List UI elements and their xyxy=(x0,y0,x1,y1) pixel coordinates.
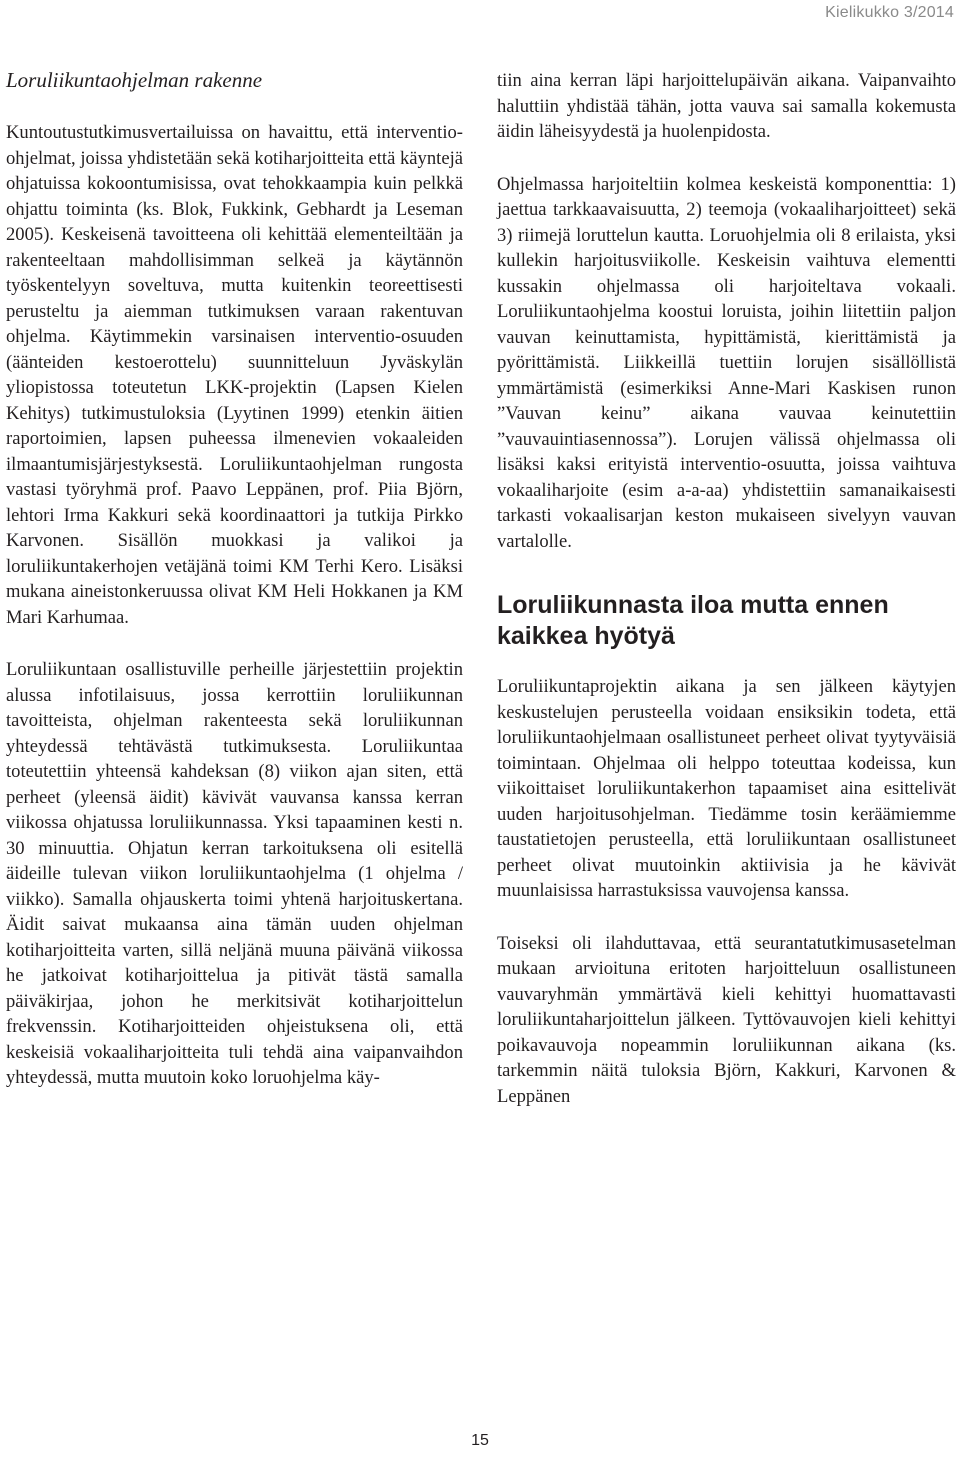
left-column xyxy=(6,68,463,1091)
body-paragraph: Kuntoutustutkimusvertailuissa on havaittu, että interventio-ohjelmat, joissa yhdistetään sekä kotiharjoitteita että käyntejä ohjatuissa kokoontumisissa, ovat tehokkaampia kuin pelkkä ohjattu toiminta (ks. Blok, Fukkink, Gebhardt ja Leseman 2005). Keskeisenä tavoitteena oli kehittää elementeiltään ja rakenteeltaan mahdollisimman selkeä ja käytännön työskentelyyn soveltuva, mutta kuitenkin teoreettisesti perusteltu ja aiemman tutkimuksen varaan rakentuvan ohjelma. Käytimmekin varsinaisen interventio-osuuden (äänteiden kestoerottelu) suunnitteluun Jyväskylän yliopistossa toteutetun LKK-projektin (Lapsen Kielen Kehitys) tutkimustuloksia (Lyytinen 1999) etenkin äitien raportoimien, lapsen puheessa ilmenevien vokaaleiden ilmaantumisjärjestyksestä. Loruliikuntaohjelman rungosta vastasi työryhmä prof. Paavo Leppänen, prof. Piia Björn, lehtori Irma Kakkuri sekä koordinaattori ja tutkija Pirkko Karvonen. Sisällön muokkasi ja valikoi ja loruliikuntakerhojen vetäjänä toimi KM Terhi Kero. Lisäksi mukana aineistonkeruussa olivat KM Heli Hokkanen ja KM Mari Karhumaa. xyxy=(6,122,463,628)
page-number: 15 xyxy=(471,1432,489,1449)
body-paragraph: tiin aina kerran läpi harjoittelupäivän aikana. Vaipanvaihto haluttiin yhdistää tähän, jotta vauva sai samalla kokemusta äidin läheisyydestä ja huolenpidosta. xyxy=(497,70,956,142)
running-header: Kielikukko 3/2014 xyxy=(825,4,954,21)
body-paragraph: Toiseksi oli ilahduttavaa, että seurantatutkimusasetelman mukaan arvioituna eritoten harjoitteluun osallistuneen vauvaryhmän ymmärtävä kieli kehittyi huomattavasti loruliikuntaharjoittelun jälkeen. Tyttövauvojen kieli kehittyi poikavauvoja nopeammin loruliikunnan aikana (ks. tarkemmin näitä tuloksia Björn, Kakkuri, Karvonen & Leppänen xyxy=(497,932,956,1107)
right-column xyxy=(497,68,956,1109)
body-paragraph: Loruliikuntaprojektin aikana ja sen jälkeen käytyjen keskustelujen perusteella voidaan ensiksikin todeta, että loruliikuntaohjelmaan osallistuneet perheet olivat tyytyväisiä toimintaan. Ohjelmaa oli helppo toteuttaa kodeissa, kun viikoittaiset loruliikuntakerhon tapaamiset aina esittelivät uuden harjoitusohjelman. Tiedämme tosin keräämiemme taustatietojen perusteella, että loruliikuntaan osallistuneet perheet olivat muutoinkin aktiivisia ja he kävivät muunlaisissa harrastuksissa vauvojensa kanssa. xyxy=(497,676,956,901)
body-paragraph: Loruliikuntaan osallistuville perheille järjestettiin projektin alussa infotilaisuus, jossa kerrottiin loruliikunnan tavoitteista, ohjelman rakenteesta sekä loruliikunnan yhteydessä tehtävästä tutkimuksesta. Loruliikuntaa toteutettiin yhteensä kahdeksan (8) viikon ajan siten, että perheet (yleensä äidit) kävivät vauvansa kanssa kerran viikossa ohjatussa loruliikunnassa. Yksi tapaaminen kesti n. 30 minuuttia. Ohjatun kerran tarkoituksena oli esitellä äideille tulevan viikon loruliikuntaohjelma (1 ohjelma / viikko). Samalla ohjauskerta toimi yhtenä harjoituskertana. Äidit saivat mukaansa aina tämän uuden ohjelman kotiharjoitteita varten, sillä neljänä muuna päivänä viikossa he jatkoivat kotiharjoittelua ja pitivät tästä samalla päiväkirjaa, johon he merkitsivät kotiharjoittelun frekvenssin. Kotiharjoitteiden ohjeistuksena oli, että keskeisiä vokaaliharjoitteita tuli tehdä aina vaipanvaihdon yhteydessä, mutta muutoin koko loruohjelma käy- xyxy=(6,659,463,1088)
subheading: Loruliikunnasta iloa mutta ennen kaikkea hyötyä xyxy=(497,591,889,650)
section-title: Loruliikuntaohjelman rakenne xyxy=(6,68,263,92)
body-paragraph: Ohjelmassa harjoiteltiin kolmea keskeistä komponenttia: 1) jaettua tarkkaavaisuutta, 2) teemoja (vokaaliharjoitteet) sekä 3) riimejä loruttelun kautta. Loruohjelmia oli 8 erilaista, yksi kullekin harjoitusviikolle. Keskeisin vaihtuva elementti kussakin ohjelmassa oli harjoiteltava vokaali. Loruliikuntaohjelma koostui loruista, joihin liitettiin paljon vauvan keinuttamista, hypittämistä, kierittämistä ja pyörittämistä. Liikkeillä tuettiin lorujen sisällöllistä ymmärtämistä (esimerkiksi Anne-Mari Kaskisen runon ”Vauvan keinu” aikana vauvaa keinutettiin ”vauvauintiasennossa”). Lorujen välissä ohjelmassa oli lisäksi kaksi erityistä interventio-osuutta, joissa vaihtuva vokaaliharjoite (esim a-a-aa) yhdistettiin samanaikaisesti tarkasti vokaalisarjan keston mukaiseen sivelyyn vauvan vartalolle. xyxy=(497,173,956,552)
